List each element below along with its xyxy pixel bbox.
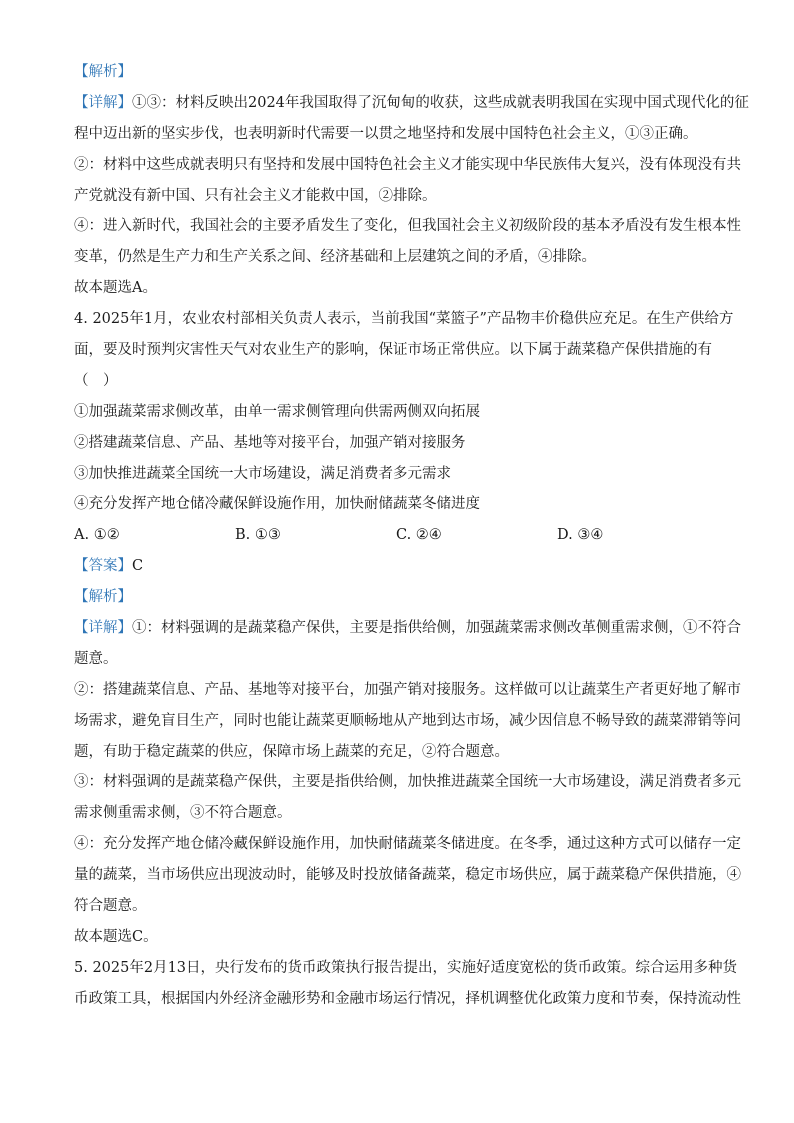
q3-jiexi-label: 【解析】 <box>74 64 132 80</box>
q3-line: ④：进入新时代，我国社会的主要矛盾发生了变化，但我国社会主义初级阶段的基本矛盾没有发生根本性 <box>74 218 741 235</box>
q4-option-c: C. ②④ <box>396 527 442 544</box>
q4-answer-value: C <box>132 558 144 575</box>
q4-options <box>74 525 724 545</box>
q4-stem-line: 面，要及时预判灾害性天气对农业生产的影响，保证市场正常供应。以下属于蔬菜稳产保供措施的有 <box>74 342 712 359</box>
q4-line: 量的蔬菜，当市场供应出现波动时，能够及时投放储备蔬菜，稳定市场供应，属于蔬菜稳产保供措施，④ <box>74 867 741 884</box>
q3-line-text: ①③：材料反映出2024年我国取得了沉甸甸的收获，这些成就表明我国在实现中国式现代化的征 <box>132 94 749 111</box>
q4-answer-blank: （ ） <box>74 372 118 389</box>
q4-line-text: ①：材料强调的是蔬菜稳产保供，主要是指供给侧，加强蔬菜需求侧改革侧重需求侧，①不符合 <box>132 620 741 637</box>
q4-item: ③加快推进蔬菜全国统一大市场建设，满足消费者多元需求 <box>74 465 451 482</box>
q4-item: ④充分发挥产地仓储冷藏保鲜设施作用，加快耐储蔬菜冬储进度 <box>74 496 480 513</box>
q3-line: ②：材料中这些成就表明只有坚持和发展中国特色社会主义才能实现中华民族伟大复兴，没有体现没有共 <box>74 156 741 173</box>
q4-line: ④：充分发挥产地仓储冷藏保鲜设施作用，加快耐储蔬菜冬储进度。在冬季，通过这种方式可以储存一定 <box>74 836 741 853</box>
q3-line: 程中迈出新的坚实步伐，也表明新时代需要一以贯之地坚持和发展中国特色社会主义，①③正确。 <box>74 125 698 142</box>
q4-line: 需求侧重需求侧，③不符合题意。 <box>74 805 292 822</box>
q4-option-d: D. ③④ <box>557 527 604 544</box>
q4-xiangjie-line-1 <box>74 618 741 638</box>
q4-option-a: A. ①② <box>74 527 120 544</box>
q4-xiangjie-label: 【详解】 <box>74 620 132 637</box>
q4-item: ①加强蔬菜需求侧改革，由单一需求侧管理向供需两侧双向拓展 <box>74 403 480 420</box>
q4-conclusion: 故本题选C。 <box>74 928 158 945</box>
q4-line: ③：材料强调的是蔬菜稳产保供，主要是指供给侧，加快推进蔬菜全国统一大市场建设，满足消费者多元 <box>74 774 741 791</box>
q4-answer <box>74 556 724 576</box>
document-page <box>74 62 749 1020</box>
q3-line: 产党就没有新中国、只有社会主义才能救中国，②排除。 <box>74 187 437 204</box>
q5-stem-line: 5. 2025年2月13日，央行发布的货币政策执行报告提出，实施好适度宽松的货币政策。综合运用多种货 <box>74 959 738 976</box>
q4-line: 题意。 <box>74 650 118 667</box>
q4-stem-line: 4. 2025年1月，农业农村部相关负责人表示，当前我国“菜篮子”产品物丰价稳供应充足。在生产供给方 <box>74 311 734 328</box>
q4-jiexi-label: 【解析】 <box>74 589 132 606</box>
q4-line: 符合题意。 <box>74 898 147 915</box>
q4-answer-label: 【答案】 <box>74 558 132 575</box>
q3-line: 变革，仍然是生产力和生产关系之间、经济基础和上层建筑之间的矛盾，④排除。 <box>74 249 596 266</box>
q4-line: 场需求，避免盲目生产，同时也能让蔬菜更顺畅地从产地到达市场，减少因信息不畅导致的蔬菜滞销等问 <box>74 712 741 729</box>
q3-conclusion: 故本题选A。 <box>74 280 157 297</box>
q4-option-b: B. ①③ <box>235 527 281 544</box>
q4-line: ②：搭建蔬菜信息、产品、基地等对接平台，加强产销对接服务。这样做可以让蔬菜生产者更好地了解市 <box>74 681 741 698</box>
q3-xiangjie-line-1 <box>74 93 749 113</box>
q4-line: 题，有助于稳定蔬菜的供应，保障市场上蔬菜的充足，②符合题意。 <box>74 743 509 760</box>
q5-stem-line: 币政策工具，根据国内外经济金融形势和金融市场运行情况，择机调整优化政策力度和节奏，保持流动性 <box>74 990 741 1007</box>
q3-xiangjie-label: 【详解】 <box>74 94 132 111</box>
q4-item: ②搭建蔬菜信息、产品、基地等对接平台，加强产销对接服务 <box>74 434 466 451</box>
